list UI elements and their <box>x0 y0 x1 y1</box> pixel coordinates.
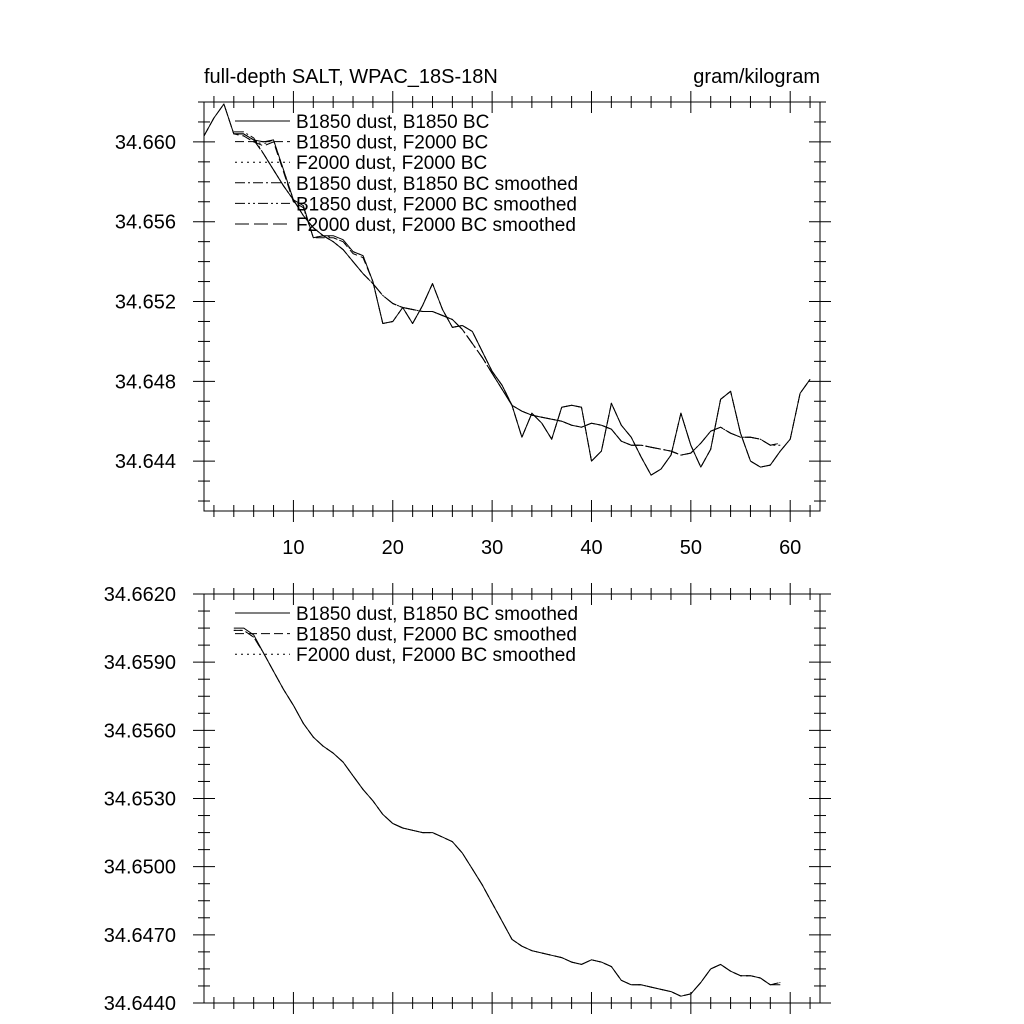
bottom-chart-y-tick-label: 34.6590 <box>103 652 176 675</box>
top-chart-legend-label-5: B1850 dust, F2000 BC smoothed <box>296 194 577 216</box>
top-chart-y-tick-label: 34.644 <box>114 451 176 474</box>
bottom-chart-legend-label-1: B1850 dust, B1850 BC smoothed <box>296 604 579 625</box>
bottom-chart-y-tick-label: 34.6500 <box>103 856 176 879</box>
bottom-chart-legend-label-3: F2000 dust, F2000 BC smoothed <box>296 645 576 667</box>
top-chart-y-tick-label: 34.652 <box>114 291 176 314</box>
top-chart-y-tick-label: 34.648 <box>114 371 176 394</box>
top-chart-title-right: gram/kilogram <box>693 66 820 88</box>
top-chart-x-tick-label: 40 <box>580 537 603 559</box>
top-chart-x-tick-label: 10 <box>282 537 305 559</box>
bottom-chart-y-tick-label: 34.6530 <box>103 788 176 811</box>
top-chart-y-tick-label: 34.656 <box>114 211 176 234</box>
bottom-chart-y-tick-label: 34.6560 <box>103 720 176 743</box>
bottom-chart-y-tick-label: 34.6620 <box>103 584 176 606</box>
top-chart-x-tick-label: 20 <box>381 537 404 559</box>
bottom-chart-y-tick-label: 34.6470 <box>103 924 176 947</box>
top-chart-legend-label-1: B1850 dust, B1850 BC <box>296 112 490 133</box>
top-chart-legend-label-6: F2000 dust, F2000 BC smoothed <box>296 215 576 236</box>
top-chart-x-tick-label: 50 <box>679 537 702 559</box>
top-chart-title-left: full-depth SALT, WPAC_18S-18N <box>204 66 498 88</box>
top-chart-legend-label-3: F2000 dust, F2000 BC <box>296 153 488 175</box>
top-chart-y-tick-label: 34.660 <box>114 131 176 154</box>
top-chart-x-tick-label: 30 <box>481 537 504 559</box>
bottom-chart-legend-label-2: B1850 dust, F2000 BC smoothed <box>296 624 577 646</box>
bottom-chart-y-tick-label: 34.6440 <box>103 993 176 1015</box>
top-chart-legend-label-2: B1850 dust, F2000 BC <box>296 132 489 154</box>
top-chart-x-tick-label: 60 <box>779 537 802 559</box>
top-chart-legend-label-4: B1850 dust, B1850 BC smoothed <box>296 173 579 195</box>
